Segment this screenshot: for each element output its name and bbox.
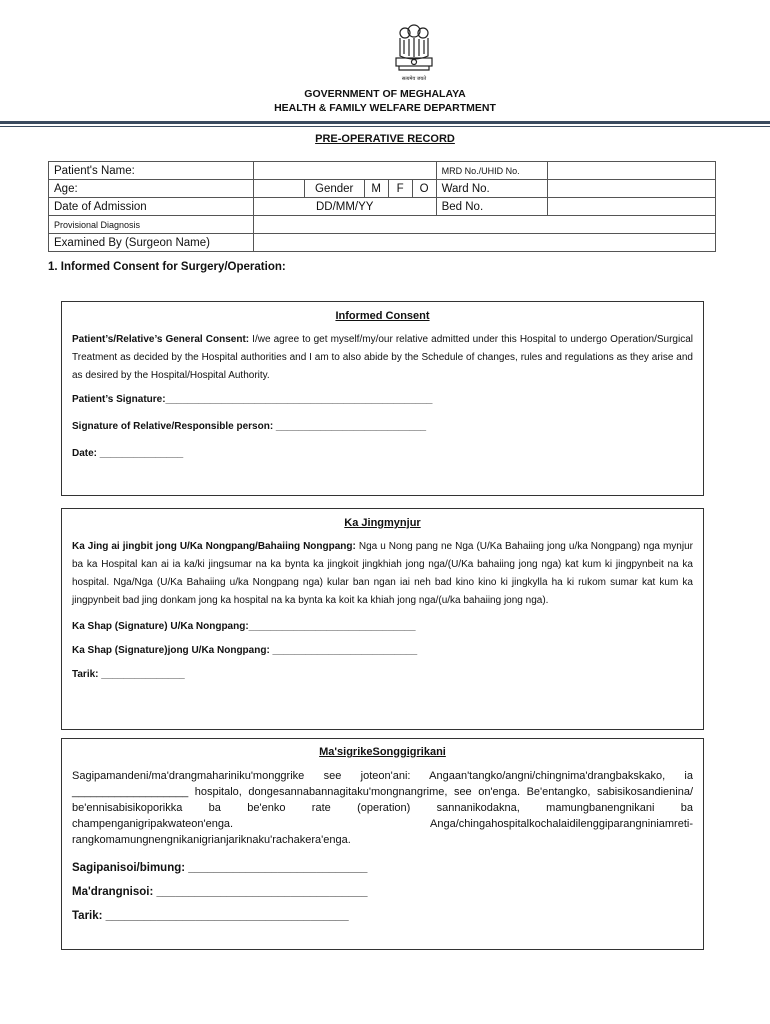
consent-body-english: I/we agree to get myself/my/our relative admitted under this Hospital to undergo Operation/Surgical Treatment as decided by the Hospital authorities and I am to also abide by the Schedule of changes, rules and regulations as they arise and as desired by the Hospital/Hospital Authority. [72,334,693,381]
section-1-heading: 1. Informed Consent for Surgery/Operation: [48,261,286,273]
patient-info-table [48,161,716,252]
patient-name-field[interactable] [253,162,436,180]
diagnosis-label: Provisional Diagnosis [49,216,254,234]
ward-label: Ward No. [436,180,547,198]
age-label: Age: [49,180,254,198]
garo-date-line[interactable]: Tarik: ______________________________________ [72,910,349,922]
consent-lead-khasi: Ka Jing ai jingbit jong U/Ka Nongpang/Bahaiing Nongpang: [72,541,356,552]
table-row [49,162,716,180]
diagnosis-field[interactable] [253,216,715,234]
mrd-field[interactable] [547,162,715,180]
header-rule-thin [0,126,770,127]
patient-signature-line[interactable]: Patient’s Signature:________________________________________________ [72,394,433,405]
gender-option-f[interactable]: F [388,180,412,198]
consent-body-khasi: Nga u Nong pang ne Nga (U/Ka Bahaiing jong u/ka Nongpang) nga mynjur ba ka Hospital kan ai ia ka/ki jingsumar na ka bynta ka jingkoit jingkhiah jong nga/(U/Ka bahaiing jong nga) kat kum ki jingpynbeit na ka hospital. Nga/Nga (U/Ka Bahaiing u/ka Nongpang nga) kular ban ngan iai neh bad kino kino ki jingkylla ha ki rukom sumar kat kum ka jingpynbeit bad jing donkam jong ka hospital na ka bynta ka koit ka khiah jong nga/(u/ka bahaiing jong nga). [72,541,693,606]
consent-text-garo: Sagipamandeni/ma'drangmahariniku'monggrike see joteon'ani: Angaan'tangko/angni/chingnima'drangbakskako, ia ___________________ hospitalo, dongesannabannagitaku'mongnangrime, see on'enga. Be'entangko, sabisikosandienina/ be'ennisabisikoporikka ba be'enko rate (operation) sannanikodakna, mamungbanengnikani ba champenganigripakwateon'enga. Anga/chingahospitalkochalaidilenggiparangniniamreti-rangkomamungnengnikanigrianjariknaku'rachakera'enga. [72,770,693,846]
consent-box-khasi [61,508,704,730]
gender-option-o[interactable]: O [412,180,436,198]
khasi-signature-line-1[interactable]: Ka Shap (Signature) U/Ka Nongpang:______________________________ [72,621,416,632]
state-emblem [389,22,439,86]
ward-field[interactable] [547,180,715,198]
gender-option-m[interactable]: M [364,180,388,198]
consent-title-khasi: Ka Jingmynjur [344,517,421,529]
bed-field[interactable] [547,198,715,216]
gender-label: Gender [304,180,364,198]
khasi-date-line[interactable]: Tarik: _______________ [72,669,185,680]
age-field[interactable] [253,180,304,198]
mrd-label: MRD No./UHID No. [436,162,547,180]
table-row [49,216,716,234]
examined-by-label: Examined By (Surgeon Name) [49,234,254,252]
emblem-caption: सत्यमेव जयते [401,76,427,82]
org-line-1: GOVERNMENT OF MEGHALAYA [304,88,466,100]
date-line[interactable]: Date: _______________ [72,448,184,459]
garo-signature-line-1[interactable]: Sagipanisoi/bimung: ____________________________ [72,862,368,874]
table-row [49,180,716,198]
consent-text-english [72,331,693,385]
form-title: PRE-OPERATIVE RECORD [315,133,455,145]
header-rule [0,121,770,124]
table-row [49,198,716,216]
consent-box-english [61,301,704,496]
consent-text-khasi [72,538,693,610]
bed-label: Bed No. [436,198,547,216]
org-line-2: HEALTH & FAMILY WELFARE DEPARTMENT [274,102,496,114]
consent-title-garo: Ma'sigrikeSonggigrikani [319,746,446,758]
relative-signature-line[interactable]: Signature of Relative/Responsible person: ___________________________ [72,421,427,432]
consent-box-garo [61,738,704,950]
examined-by-field[interactable] [253,234,715,252]
garo-signature-line-2[interactable]: Ma'drangnisoi: _________________________________ [72,886,368,898]
khasi-signature-line-2[interactable]: Ka Shap (Signature)jong U/Ka Nongpang: __________________________ [72,645,418,656]
admission-date-field[interactable]: DD/MM/YY [253,198,436,216]
consent-lead-english: Patient’s/Relative’s General Consent: [72,334,250,345]
patient-name-label: Patient's Name: [49,162,254,180]
table-row [49,234,716,252]
admission-date-label: Date of Admission [49,198,254,216]
consent-title-english: Informed Consent [335,310,430,322]
